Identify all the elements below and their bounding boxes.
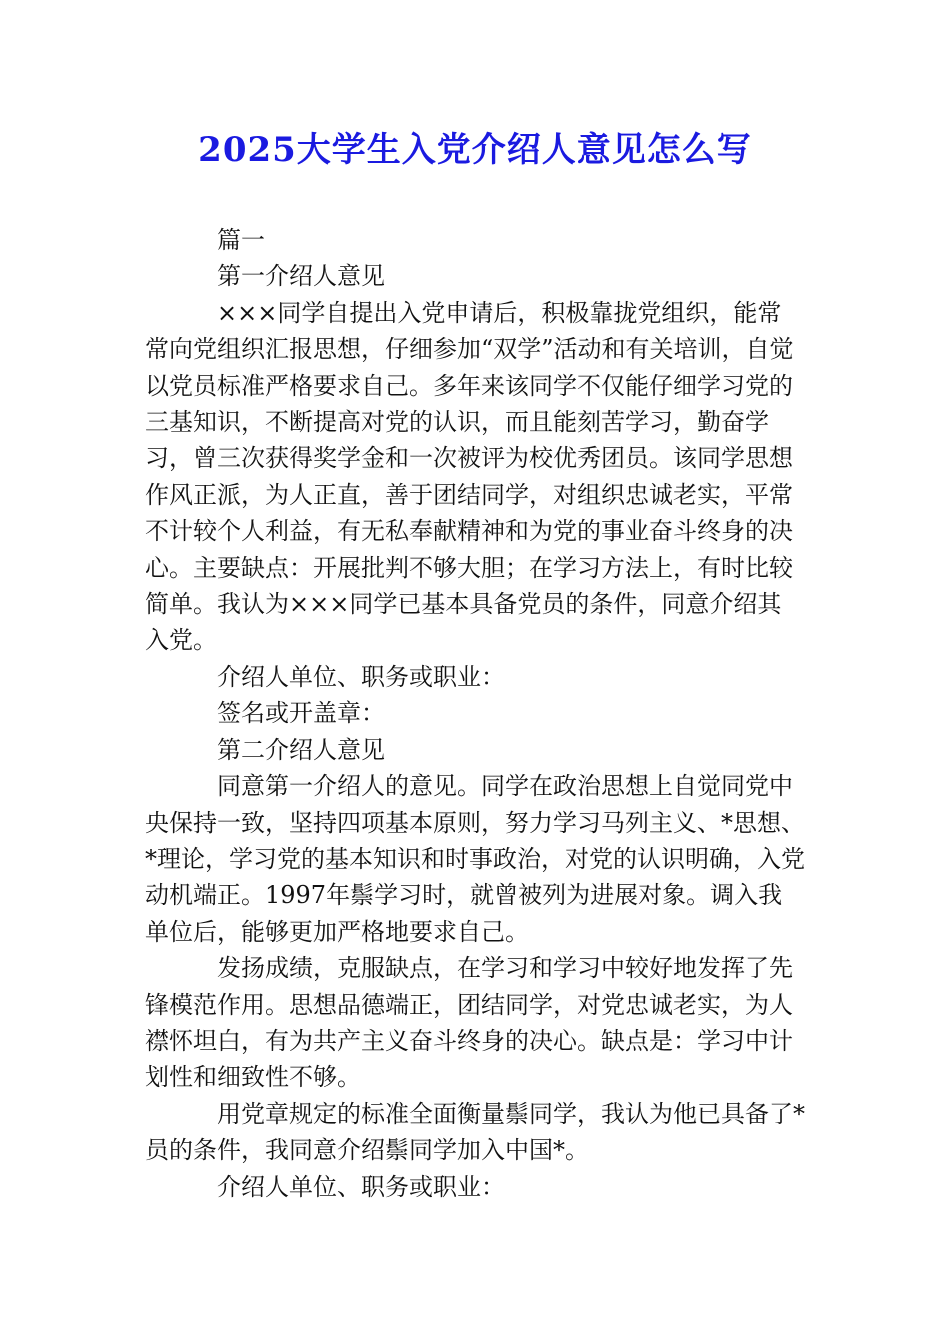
- paragraph-second-opinion: 同意第一介绍人的意见。同学在政治思想上自觉同党中央保持一致，坚持四项基本原则，努力学习马列主义、*思想、*理论，学习党的基本知识和时事政治，对党的认识明确，入党动机端正。1997年鬃学习时，就曾被列为进展对象。调入我单位后，能够更加严格地要求自己。: [145, 772, 805, 946]
- introducer-unit-line-2: 介绍人单位、职务或职业：: [217, 1172, 505, 1201]
- introducer-unit-line: 介绍人单位、职务或职业：: [217, 662, 505, 691]
- subheading-first-introducer: 第一介绍人意见: [217, 262, 385, 291]
- document-body: [145, 222, 805, 1205]
- section-heading: 篇一: [217, 226, 265, 254]
- document-title: 2025大学生入党介绍人意见怎么写: [198, 130, 752, 170]
- paragraph-conclusion: 用党章规定的标准全面衡量鬃同学，我认为他已具备了*员的条件，我同意介绍鬃同学加入中国*。: [145, 1099, 805, 1165]
- paragraph-strengths: 发扬成绩，克服缺点，在学习和学习中较好地发挥了先锋模范作用。思想品德端正，团结同学，对党忠诚老实，为人襟怀坦白，有为共产主义奋斗终身的决心。缺点是：学习中计划性和细致性不够。: [145, 954, 793, 1092]
- paragraph-first-opinion: ×××同学自提出入党申请后，积极靠拢党组织，能常常向党组织汇报思想，仔细参加“双学”活动和有关培训，自觉以党员标准严格要求自己。多年来该同学不仅能仔细学习党的三基知识，不断提高对党的认识，而且能刻苦学习，勤奋学习，曾三次获得奖学金和一次被评为校优秀团员。该同学思想作风正派，为人正直，善于团结同学，对组织忠诚老实，平常不计较个人利益，有无私奉献精神和为党的事业奋斗终身的决心。主要缺点：开展批判不够大胆；在学习方法上，有时比较简单。我认为×××同学已基本具备党员的条件，同意介绍其入党。: [145, 298, 794, 655]
- subheading-second-introducer: 第二介绍人意见: [217, 735, 385, 764]
- signature-line: 签名或开盖章：: [217, 699, 385, 728]
